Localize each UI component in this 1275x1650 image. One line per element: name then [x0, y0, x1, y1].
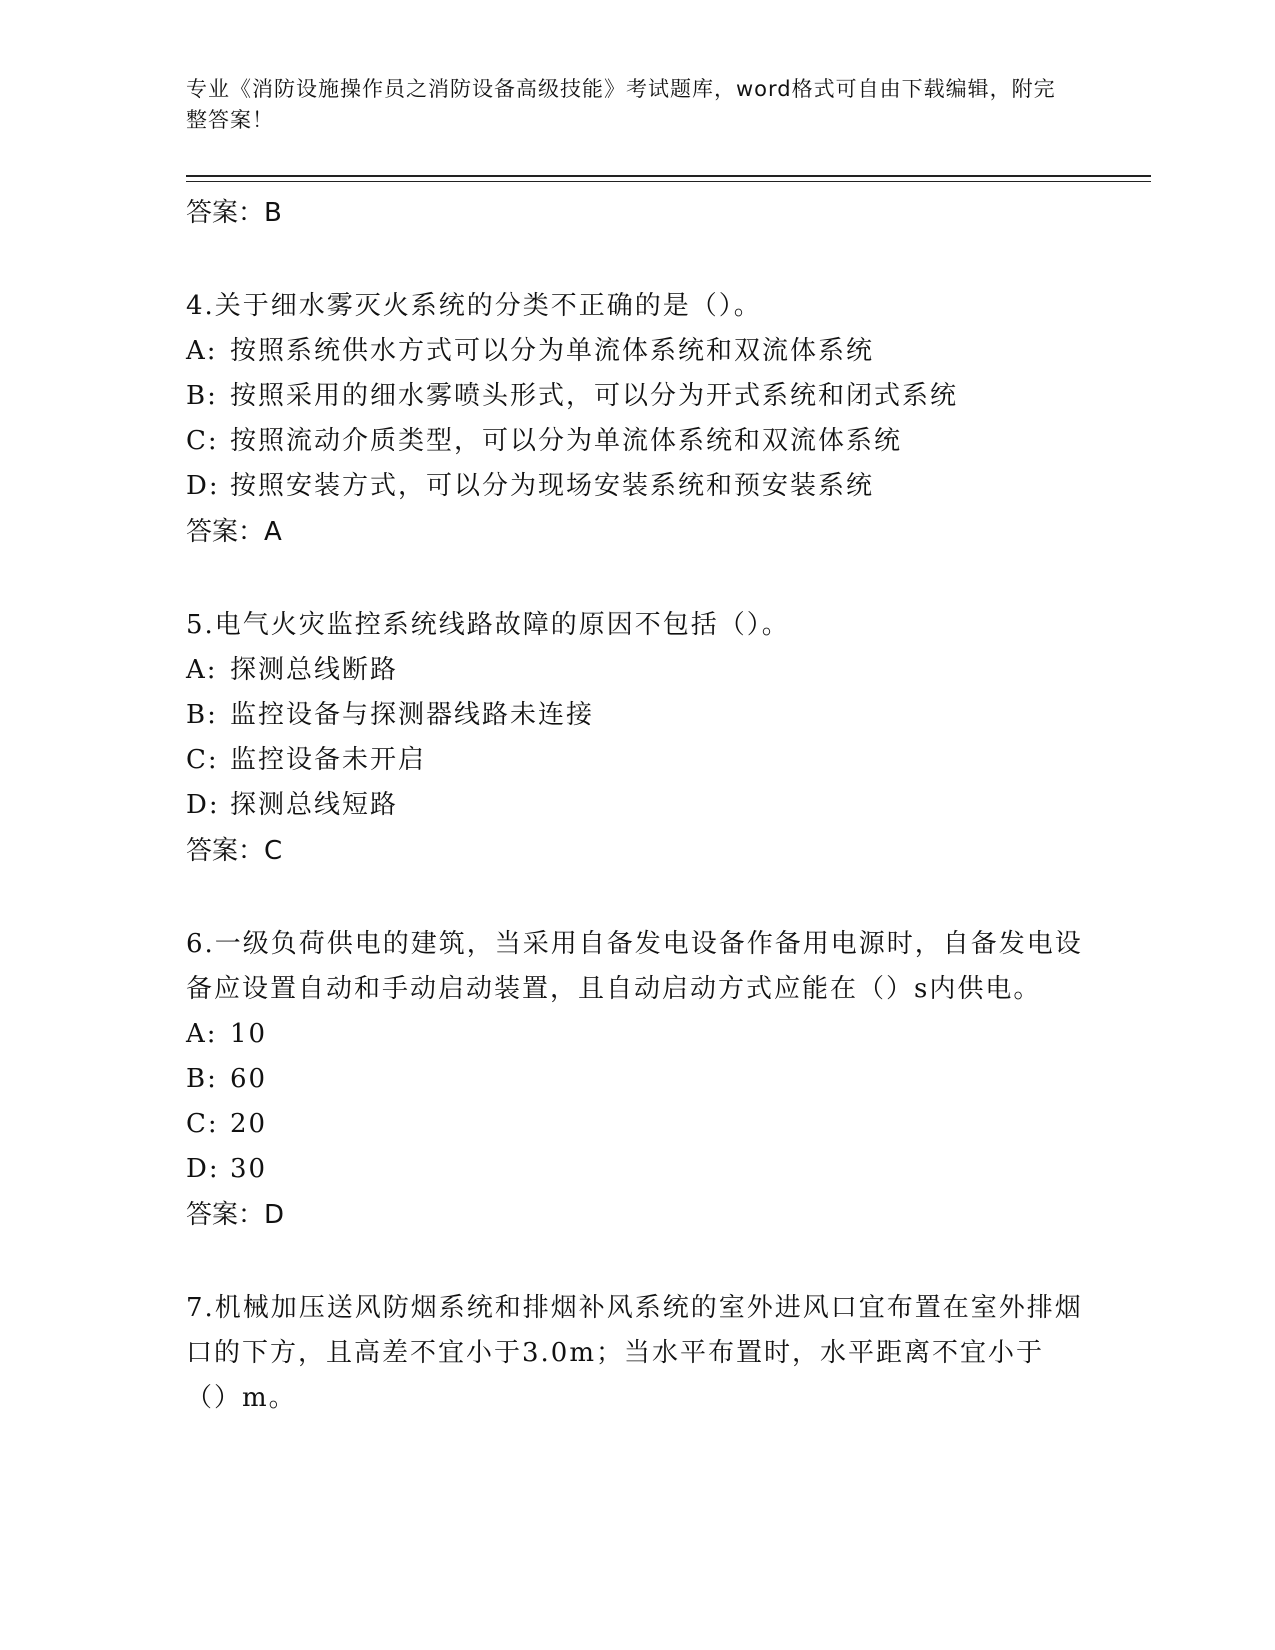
header-rule-thick — [186, 175, 1151, 177]
option-letter: C: — [186, 1109, 219, 1139]
option-c — [186, 738, 1086, 783]
option-text: 监控设备与探测器线路未连接 — [230, 700, 595, 730]
option-letter: A: — [186, 655, 218, 685]
option-letter: B: — [186, 381, 218, 411]
option-d — [186, 1147, 1086, 1192]
option-text: 按照采用的细水雾喷头形式，可以分为开式系统和闭式系统 — [230, 381, 959, 411]
option-text: 60 — [230, 1064, 268, 1094]
option-a — [186, 1012, 1086, 1057]
option-text: 按照流动介质类型，可以分为单流体系统和双流体系统 — [230, 426, 903, 456]
answer-line: 答案：B — [186, 198, 282, 228]
option-b — [186, 374, 1086, 419]
option-d — [186, 464, 1086, 509]
question-item — [186, 1286, 1086, 1421]
option-text: 10 — [230, 1019, 268, 1049]
option-letter: C: — [186, 745, 219, 775]
option-text: 探测总线短路 — [230, 790, 399, 820]
option-letter: A: — [186, 336, 218, 366]
option-text: 20 — [230, 1109, 268, 1139]
question-item — [186, 284, 1086, 555]
document-body — [186, 190, 1086, 1421]
answer-line: 答案：C — [186, 836, 283, 866]
question-item — [186, 922, 1086, 1238]
answer-line: 答案：D — [186, 1200, 285, 1230]
header-rule-thin — [186, 181, 1151, 182]
option-a — [186, 329, 1086, 374]
option-c — [186, 1102, 1086, 1147]
option-letter: D: — [186, 471, 220, 501]
document-header: 专业《消防设施操作员之消防设备高级技能》考试题库，word格式可自由下载编辑，附完整答案！ — [186, 77, 1056, 132]
option-letter: B: — [186, 1064, 218, 1094]
option-text: 探测总线断路 — [230, 655, 399, 685]
question-text: 7.机械加压送风防烟系统和排烟补风系统的室外进风口宜布置在室外排烟口的下方，且高差不宜小于3.0m；当水平布置时，水平距离不宜小于（）m。 — [186, 1293, 1083, 1413]
option-letter: D: — [186, 790, 220, 820]
option-text: 按照安装方式，可以分为现场安装系统和预安装系统 — [230, 471, 875, 501]
option-b — [186, 693, 1086, 738]
option-text: 30 — [230, 1154, 268, 1184]
answer-line: 答案：A — [186, 517, 282, 547]
option-letter: B: — [186, 700, 218, 730]
option-letter: A: — [186, 1019, 218, 1049]
option-d — [186, 783, 1086, 828]
option-b — [186, 1057, 1086, 1102]
question-text: 5.电气火灾监控系统线路故障的原因不包括（）。 — [186, 610, 790, 640]
question-text: 6.一级负荷供电的建筑，当采用自备发电设备作备用电源时，自备发电设备应设置自动和手动启动装置，且自动启动方式应能在（）s内供电。 — [186, 929, 1083, 1004]
option-c — [186, 419, 1086, 464]
option-text: 按照系统供水方式可以分为单流体系统和双流体系统 — [230, 336, 875, 366]
question-item — [186, 603, 1086, 874]
option-a — [186, 648, 1086, 693]
option-text: 监控设备未开启 — [230, 745, 427, 775]
option-letter: C: — [186, 426, 219, 456]
option-letter: D: — [186, 1154, 220, 1184]
question-text: 4.关于细水雾灭火系统的分类不正确的是（）。 — [186, 291, 762, 321]
